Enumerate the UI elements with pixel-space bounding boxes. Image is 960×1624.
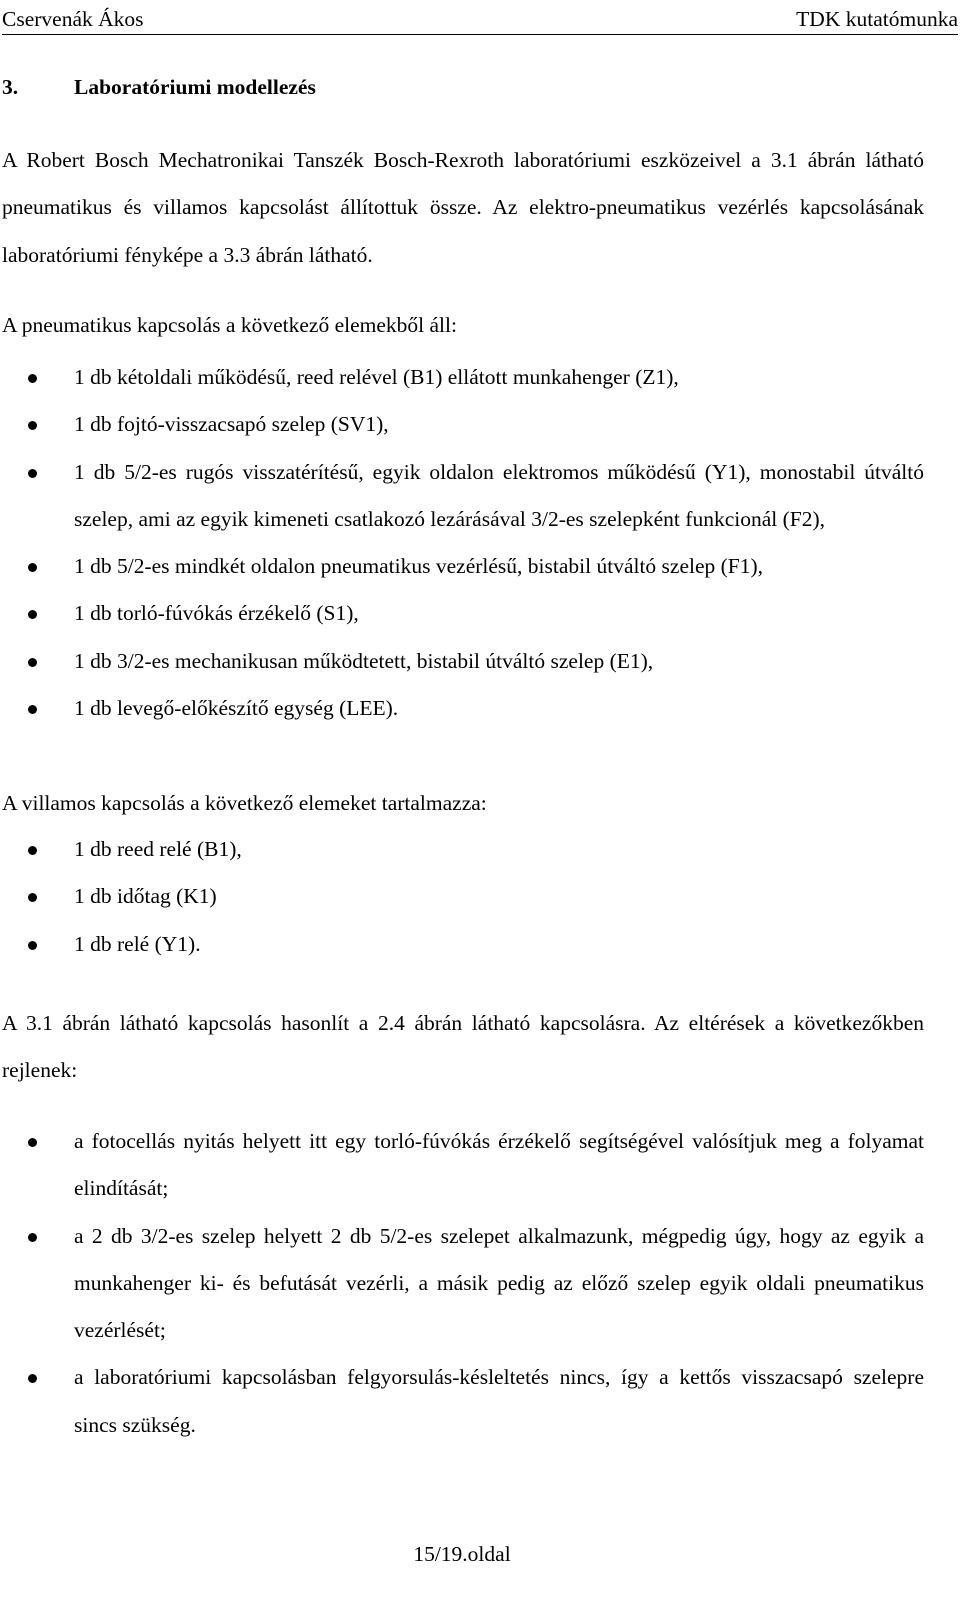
list-item (0, 826, 924, 873)
list-item-text: 1 db reed relé (B1), (74, 837, 242, 861)
page-number: 15/19.oldal (413, 1542, 511, 1566)
bullet-icon (28, 563, 37, 572)
bullet-icon (28, 610, 37, 619)
list-item-text: a 2 db 3/2-es szelep helyett 2 db 5/2-es szelepet alkalmazunk, mégpedig úgy, hogy az egyik a munkahenger ki- és befutását vezérli, a másik pedig az előző szelep egyik oldali pneumatikus vezérlését; (74, 1223, 924, 1343)
list-item-text: a laboratóriumi kapcsolásban felgyorsulás-késleltetés nincs, így a kettős visszacsapó szelepre sincs szükség. (74, 1365, 924, 1437)
list-item (0, 354, 924, 401)
page-header (2, 4, 958, 35)
list-item-text: 1 db 5/2-es rugós visszatérítésű, egyik oldalon elektromos működésű (Y1), monostabil útváltó szelep, ami az egyik kimeneti csatlakozó lezárásával 3/2-es szelepként funkcionál (F2), (74, 459, 924, 531)
bullet-icon (28, 1233, 37, 1242)
list-item-text: 1 db kétoldali működésű, reed relével (B1) ellátott munkahenger (Z1), (74, 365, 679, 389)
list-item-text: a fotocellás nyitás helyett itt egy torló-fúvókás érzékelő segítségével valósítjuk meg a folyamat elindítását; (74, 1129, 924, 1201)
section-number: 3. (2, 75, 19, 99)
list-item-text: 1 db levegő-előkészítő egység (LEE). (74, 696, 399, 721)
pneumatic-intro: A pneumatikus kapcsolás a következő elemekből áll: (2, 313, 457, 337)
section-title: Laboratóriumi modellezés (74, 75, 316, 99)
header-title: TDK kutatómunka (796, 6, 958, 31)
list-item (0, 1213, 924, 1355)
list-item-text: 1 db relé (Y1). (74, 931, 201, 956)
list-item-text: 1 db időtag (K1) (74, 884, 217, 909)
list-item (0, 449, 924, 544)
list-item (0, 638, 924, 685)
list-item-text: 1 db 3/2-es mechanikusan működtetett, bistabil útváltó szelep (E1), (74, 648, 654, 673)
list-item (0, 921, 924, 968)
bullet-icon (28, 374, 37, 383)
electric-intro: A villamos kapcsolás a következő elemeket tartalmazza: (2, 791, 487, 815)
list-item (0, 401, 924, 448)
bullet-icon (28, 846, 37, 855)
comparison-paragraph: A 3.1 ábrán látható kapcsolás hasonlít a 2.4 ábrán látható kapcsolásra. Az eltérések a következőkben rejlenek: (2, 1011, 924, 1083)
bullet-icon (28, 1138, 37, 1147)
list-item (0, 685, 924, 732)
bullet-icon (28, 893, 37, 902)
section-heading (2, 75, 316, 100)
intro-paragraph: A Robert Bosch Mechatronikai Tanszék Bosch-Rexroth laboratóriumi eszközeivel a 3.1 ábrán látható pneumatikus és villamos kapcsolást állítottuk össze. Az elektro-pneumatikus vezérlés kapcsolásának laboratóriumi fényképe a 3.3 ábrán látható. (2, 148, 924, 267)
list-item (0, 1354, 924, 1449)
list-item (0, 590, 924, 637)
list-item-text: 1 db 5/2-es mindkét oldalon pneumatikus vezérlésű, bistabil útváltó szelep (F1), (74, 554, 764, 579)
list-item (0, 1118, 924, 1213)
pneumatic-list (0, 354, 924, 732)
list-item-text: 1 db fojtó-visszacsapó szelep (SV1), (74, 412, 389, 437)
list-item (0, 873, 924, 920)
bullet-icon (28, 421, 37, 430)
bullet-icon (28, 705, 37, 714)
bullet-icon (28, 1374, 37, 1383)
bullet-icon (28, 941, 37, 950)
electric-list (0, 826, 924, 968)
list-item-text: 1 db torló-fúvókás érzékelő (S1), (74, 601, 359, 626)
header-author: Cservenák Ákos (2, 6, 144, 31)
bullet-icon (28, 658, 37, 667)
list-item (0, 543, 924, 590)
bullet-icon (28, 469, 37, 478)
differences-list (0, 1118, 924, 1449)
